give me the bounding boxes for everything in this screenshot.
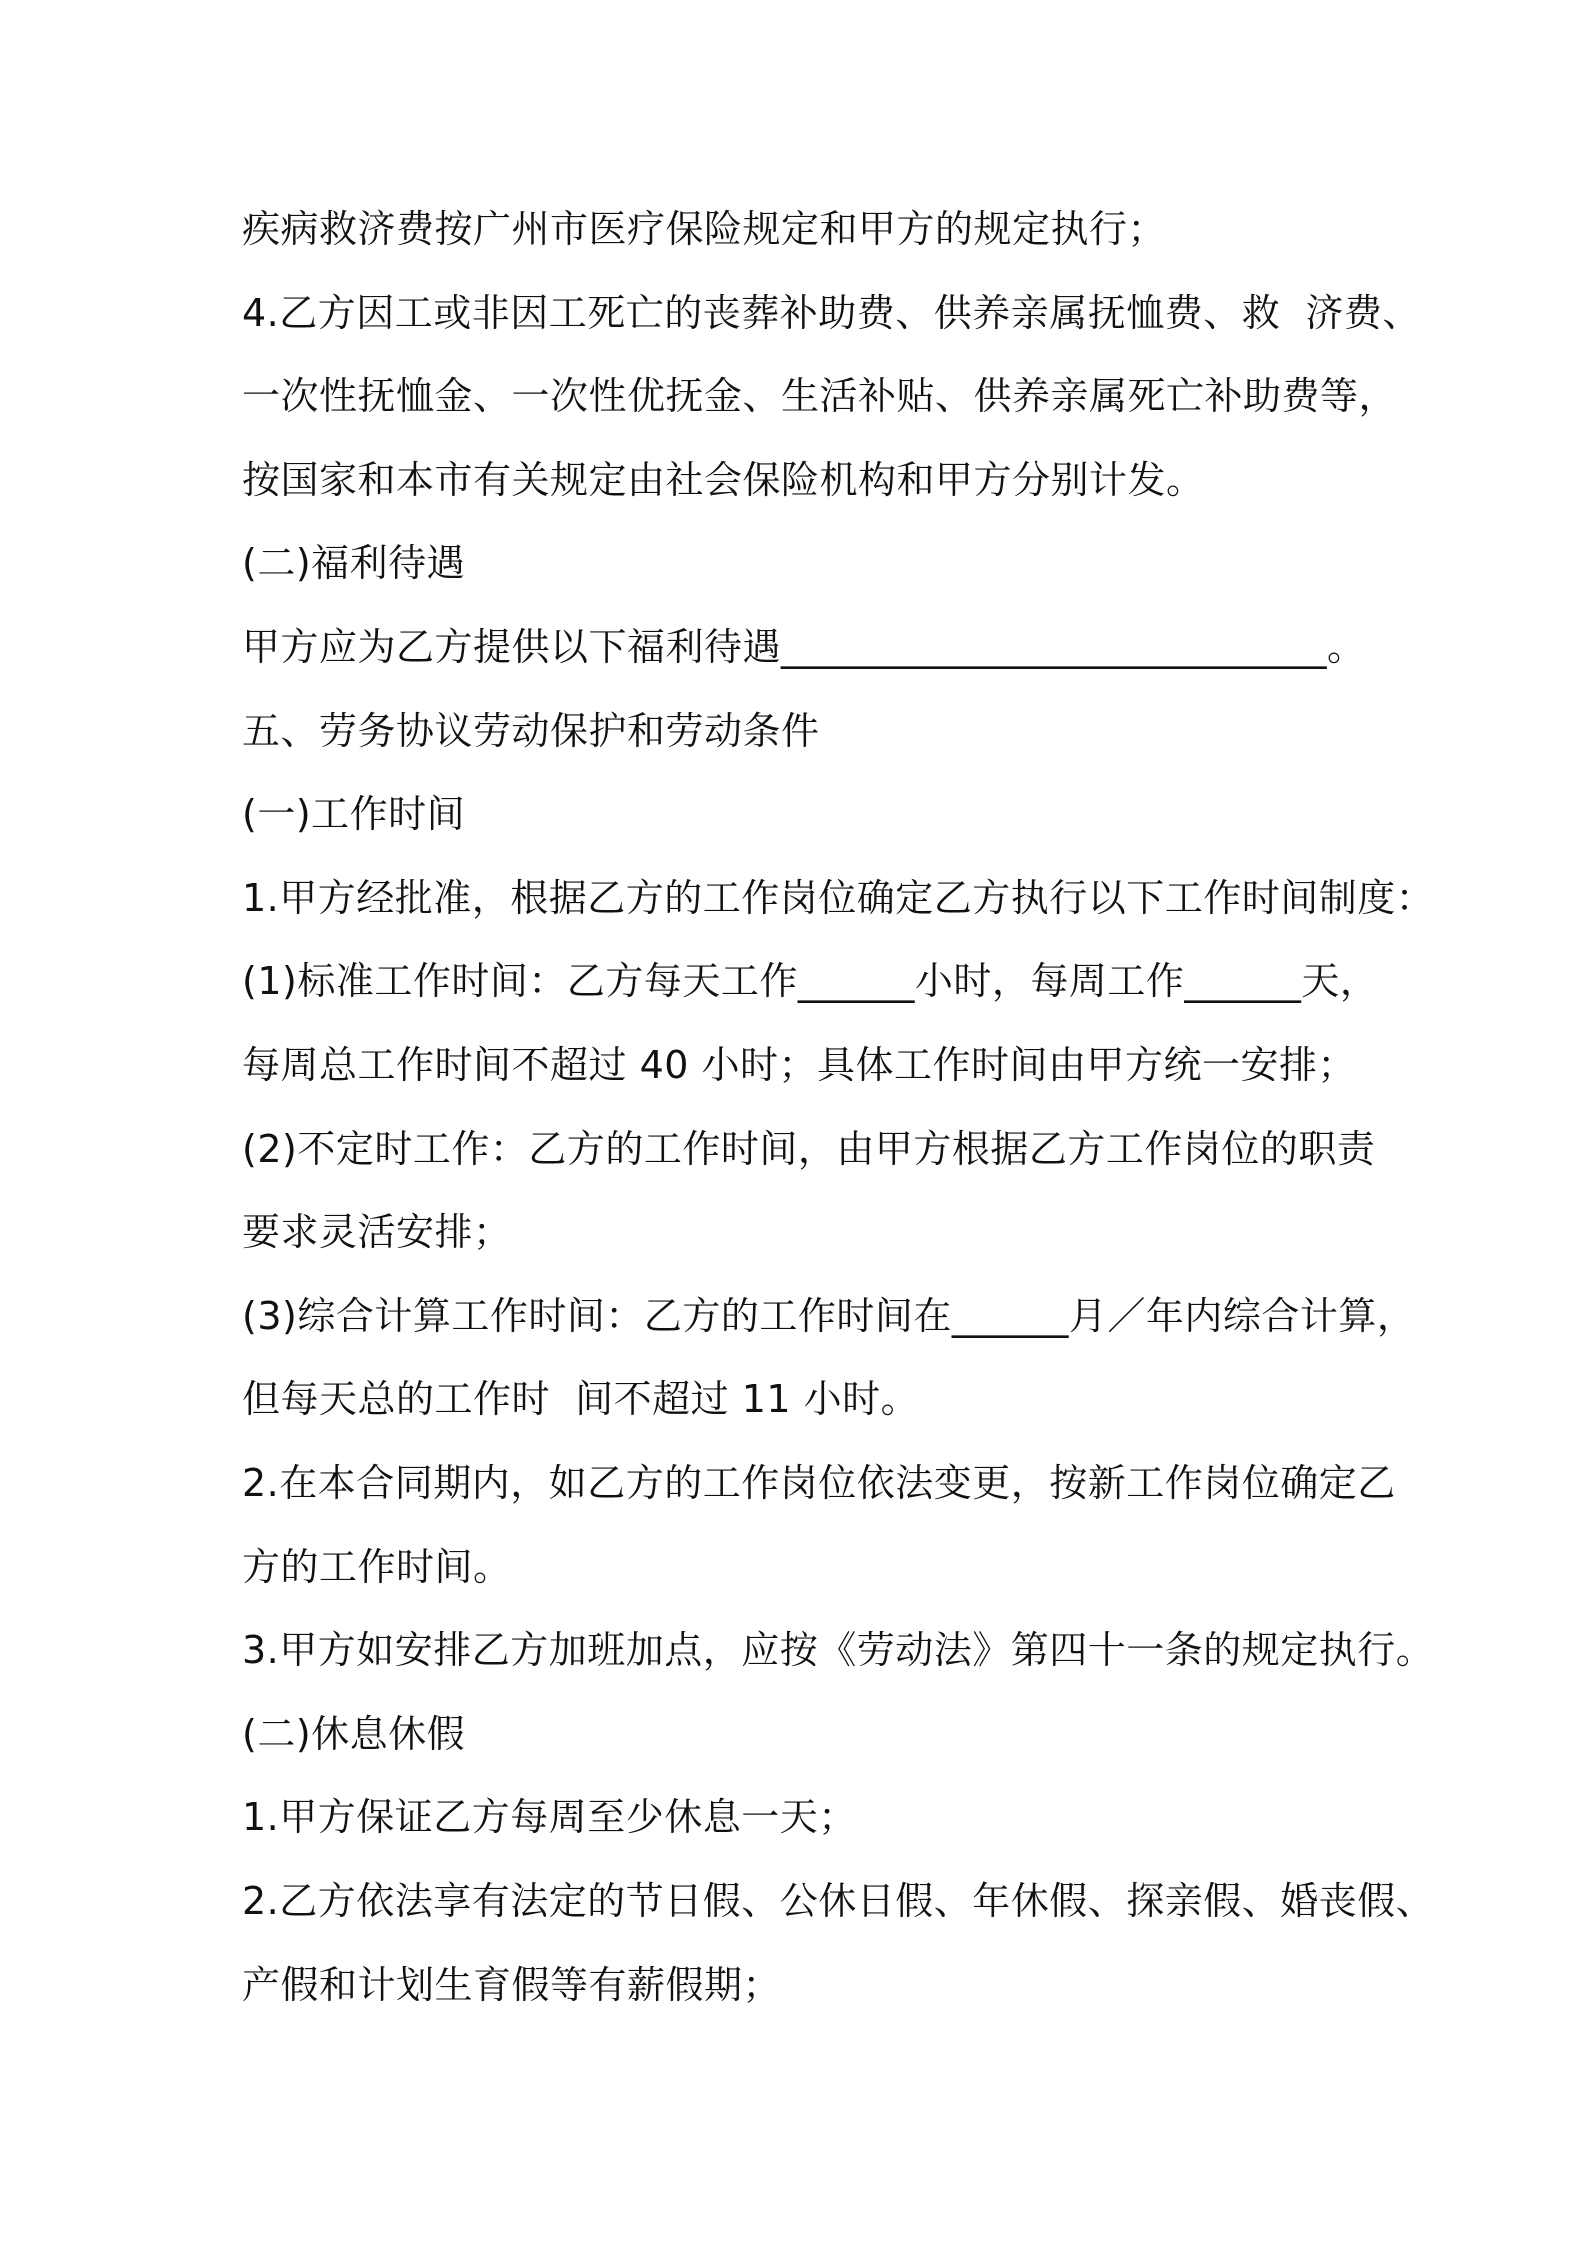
text-line: (1)标准工作时间：乙方每天工作______小时，每周工作______天，: [242, 959, 1379, 1003]
text-line: 要求灵活安排；: [242, 1210, 512, 1254]
text-line: 2.在本合同期内，如乙方的工作岗位依法变更，按新工作岗位确定乙: [242, 1461, 1396, 1505]
text-line: 2.乙方依法享有法定的节日假、公休日假、年休假、探亲假、婚丧假、: [242, 1879, 1435, 1923]
text-line: 但每天总的工作时 间不超过 11 小时。: [242, 1377, 920, 1421]
text-line: 4.乙方因工或非因工死亡的丧葬补助费、供养亲属抚恤费、救 济费、: [242, 291, 1421, 335]
text-line: 甲方应为乙方提供以下福利待遇____________________________。: [242, 625, 1366, 669]
section-heading: 五、劳务协议劳动保护和劳动条件: [242, 709, 820, 753]
section-heading: (二)休息休假: [242, 1712, 466, 1756]
text-line: 1.甲方经批准，根据乙方的工作岗位确定乙方执行以下工作时间制度：: [242, 876, 1435, 920]
text-line: 方的工作时间。: [242, 1545, 512, 1589]
text-line: 疾病救济费按广州市医疗保险规定和甲方的规定执行；: [242, 207, 1167, 251]
text-line: 3.甲方如安排乙方加班加点，应按《劳动法》第四十一条的规定执行。: [242, 1628, 1435, 1672]
section-heading: (二)福利待遇: [242, 541, 466, 585]
section-heading: (一)工作时间: [242, 792, 466, 836]
text-line: (2)不定时工作：乙方的工作时间，由甲方根据乙方工作岗位的职责: [242, 1127, 1376, 1171]
text-line: 一次性抚恤金、一次性优抚金、生活补贴、供养亲属死亡补助费等，: [242, 374, 1398, 418]
text-line: 产假和计划生育假等有薪假期；: [242, 1963, 782, 2007]
text-line: 按国家和本市有关规定由社会保险机构和甲方分别计发。: [242, 458, 1205, 502]
text-line: 每周总工作时间不超过 40 小时；具体工作时间由甲方统一安排；: [242, 1043, 1357, 1087]
text-line: (3)综合计算工作时间：乙方的工作时间在______月／年内综合计算，: [242, 1294, 1416, 1338]
text-line: 1.甲方保证乙方每周至少休息一天；: [242, 1795, 857, 1839]
